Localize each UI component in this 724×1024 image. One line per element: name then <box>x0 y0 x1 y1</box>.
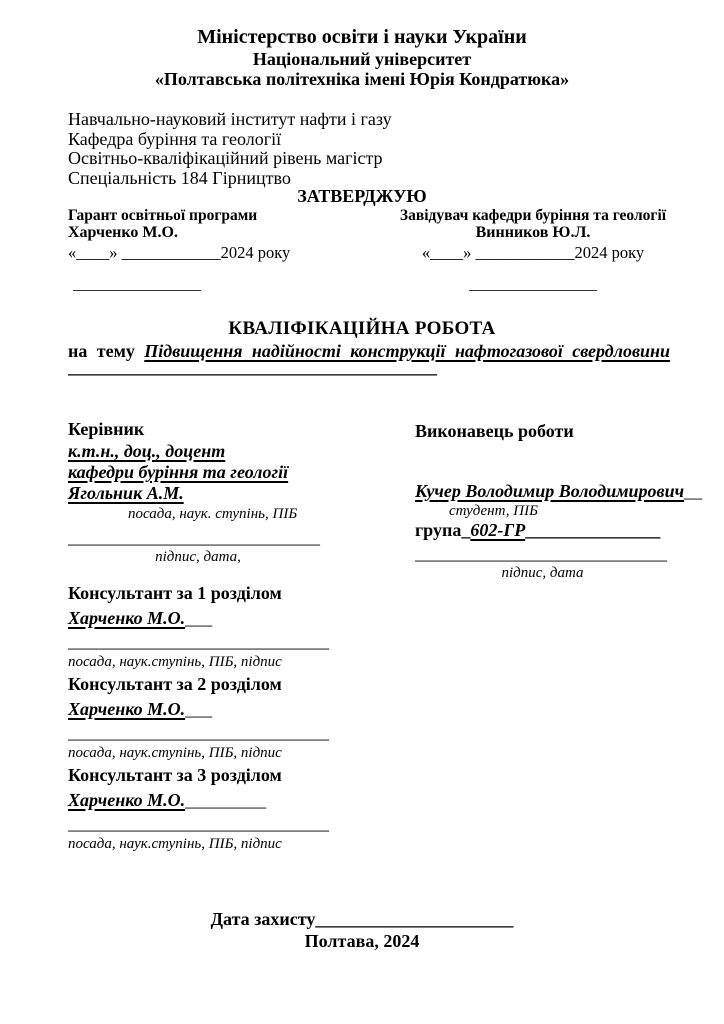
consultant-signature-line: _____________________________ <box>68 631 329 651</box>
approve-heading: ЗАТВЕРДЖУЮ <box>297 186 427 206</box>
supervisor-name: Ягольник А.М. <box>68 483 184 503</box>
consultant-section <box>68 672 415 763</box>
signatories-columns <box>68 418 703 854</box>
consultant-name: Харченко М.О. <box>68 699 186 719</box>
ministry-title: Міністерство освіти і науки України <box>197 26 527 48</box>
approver-name: Винников Ю.Л. <box>475 224 591 241</box>
group-label: група <box>415 520 462 540</box>
consultant-caption: посада, наук.ступінь, ПІБ, підпис <box>68 654 282 670</box>
consultant-heading: Консультант за 3 розділом <box>68 765 282 785</box>
city-year: Полтава, 2024 <box>304 931 420 951</box>
position-caption: посада, наук. ступінь, ПІБ <box>128 506 298 522</box>
approver-right-block <box>398 207 668 294</box>
topic-underline: _________________________________________ <box>68 357 437 377</box>
approval-signature-line: ________________ <box>73 276 201 293</box>
consultant-section <box>68 763 415 854</box>
work-title: КВАЛІФІКАЦІЙНА РОБОТА <box>228 318 496 339</box>
supervisor-position-line: к.т.н., доц., доцент <box>68 441 226 461</box>
page-footer <box>0 908 724 952</box>
supervisor-position-line: кафедри буріння та геології <box>68 462 289 482</box>
group-line-tail: _______________ <box>525 520 661 540</box>
signature-caption: підпис, дата <box>501 565 584 581</box>
approver-role: Гарант освітньої програми <box>68 207 258 224</box>
supervisor-signature-line: ____________________________ <box>68 527 320 547</box>
approval-columns <box>68 207 668 294</box>
approval-date-line: «____» ____________2024 року <box>68 243 291 262</box>
supervisor-column <box>68 418 415 854</box>
group-value: 602-ГР <box>470 520 526 540</box>
consultant-name-tail: _________ <box>185 790 267 810</box>
supervisor-heading: Керівник <box>68 419 145 439</box>
page-header <box>0 26 724 90</box>
university-title: Національний університет <box>252 49 472 69</box>
consultant-caption: посада, наук.ступінь, ПІБ, підпис <box>68 745 282 761</box>
student-caption: студент, ПІБ <box>449 503 538 519</box>
defense-date-line: ______________________ <box>315 909 514 929</box>
defense-date-label: Дата захисту <box>210 909 316 929</box>
consultant-heading: Консультант за 1 розділом <box>68 583 282 603</box>
executor-signature-line: ____________________________ <box>415 543 667 563</box>
institute-line: Навчально-науковий інститут нафти і газу <box>68 109 392 129</box>
specialty-line: Спеціальність 184 Гірництво <box>68 167 291 188</box>
institute-block <box>68 110 392 188</box>
consultant-signature-line: _____________________________ <box>68 813 329 833</box>
group-separator: _ <box>461 520 471 540</box>
group-line <box>415 520 674 541</box>
executor-heading: Виконавець роботи <box>415 421 574 441</box>
consultant-name: Харченко М.О. <box>68 790 186 810</box>
defense-date-line-row <box>0 908 724 930</box>
executor-name: Кучер Володимир Володимирович <box>415 481 685 501</box>
consultant-section <box>68 581 415 672</box>
consultant-heading: Консультант за 2 розділом <box>68 674 282 694</box>
consultants-block <box>68 581 415 854</box>
consultant-name-tail: ___ <box>185 608 213 628</box>
consultant-name-tail: ___ <box>185 699 213 719</box>
executor-name-tail: __ <box>684 481 703 501</box>
consultant-caption: посада, наук.ступінь, ПІБ, підпис <box>68 836 282 852</box>
executor-column <box>415 418 703 854</box>
university-name: «Полтавська політехніка імені Юрія Кондратюка» <box>154 69 570 89</box>
education-level-line: Освітньо-кваліфікаційний рівень магістр <box>68 148 383 168</box>
topic-value: Підвищення надійності конструкції нафтогазової свердловини <box>144 341 671 361</box>
topic-label: на тему <box>68 341 135 361</box>
approver-name: Харченко М.О. <box>68 224 178 241</box>
signature-caption: підпис, дата, <box>155 549 241 565</box>
approver-role: Завідувач кафедри буріння та геології <box>399 207 667 224</box>
consultant-signature-line: _____________________________ <box>68 722 329 742</box>
approver-left-block <box>68 207 398 294</box>
approval-signature-line: ________________ <box>469 276 597 293</box>
department-line: Кафедра буріння та геології <box>68 128 282 149</box>
consultant-name: Харченко М.О. <box>68 608 186 628</box>
approval-date-line: «____» ____________2024 року <box>421 243 645 262</box>
